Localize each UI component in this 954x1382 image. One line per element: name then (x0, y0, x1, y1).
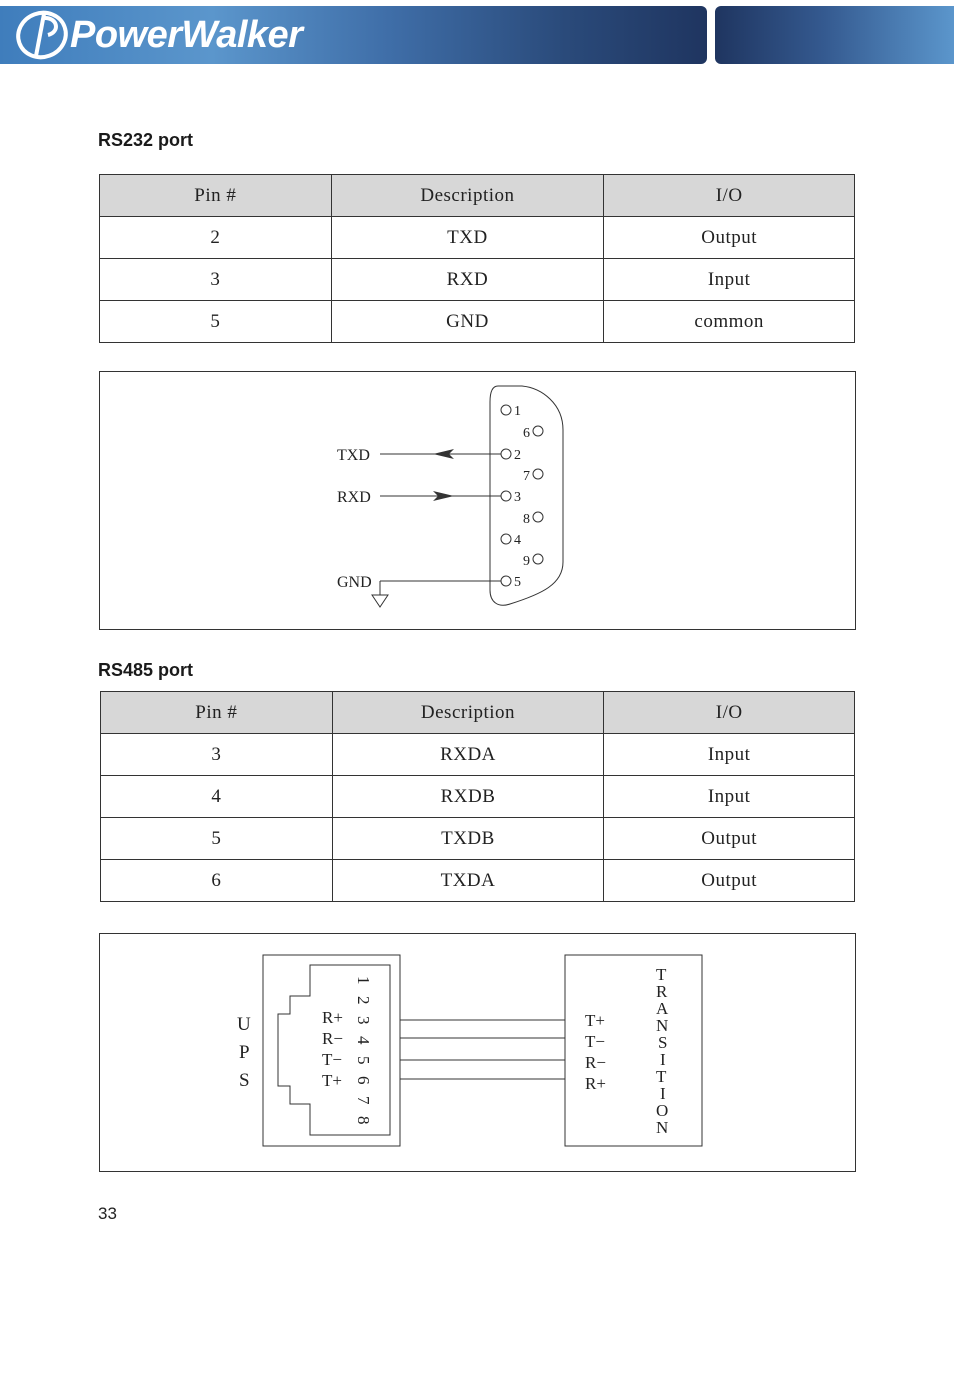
transition-label-letter: A (656, 999, 669, 1018)
ups-pin-number: 3 (354, 1016, 373, 1025)
ups-pin-number: 2 (354, 996, 373, 1005)
pin-circle (501, 576, 511, 586)
pin-label: 8 (523, 512, 530, 527)
transition-label-letter: O (656, 1101, 669, 1120)
page-number: 33 (98, 1204, 117, 1223)
ground-symbol-icon (372, 595, 388, 607)
pin-cell: 4 (101, 776, 333, 818)
table-header-row (101, 692, 855, 734)
io-cell: Input (604, 776, 855, 818)
table-row (101, 860, 855, 902)
transition-label-letter: R (656, 982, 668, 1001)
pin-cell: 3 (101, 734, 333, 776)
pin-cell: 5 (100, 301, 332, 343)
table-row (100, 301, 855, 343)
ups-pin-number: 8 (354, 1116, 373, 1125)
column-header-io: I/O (604, 175, 855, 217)
description-cell: RXDB (332, 776, 604, 818)
ups-pin-number: 1 (354, 976, 373, 985)
table-row (100, 217, 855, 259)
io-cell: common (604, 301, 855, 343)
pin-circle (501, 405, 511, 415)
brand-name: PowerWalker (70, 13, 303, 56)
db9-connector-diagram (100, 372, 855, 629)
pin-cell: 5 (101, 818, 333, 860)
transition-label-letter: S (658, 1033, 668, 1052)
transition-signal-label: T− (585, 1032, 605, 1051)
ups-signal-label: T− (322, 1050, 342, 1069)
header-banner-right (715, 6, 954, 64)
pin-label: 6 (523, 426, 530, 441)
transition-signal-label: R+ (585, 1074, 606, 1093)
column-header-io: I/O (604, 692, 855, 734)
ups-label-letter: P (239, 1042, 250, 1063)
pin-label: 1 (514, 404, 521, 419)
pin-label: 2 (514, 448, 521, 463)
ups-label-letter: S (239, 1070, 250, 1091)
transition-label-letter: N (656, 1118, 669, 1137)
description-cell: GND (331, 301, 604, 343)
table-header-row (100, 175, 855, 217)
transition-label-letter: T (656, 965, 667, 984)
rs485-table (100, 691, 855, 902)
ups-signal-label: R+ (322, 1008, 343, 1027)
ups-signal-label: T+ (322, 1071, 342, 1090)
transition-signal-label: T+ (585, 1011, 605, 1030)
column-header-pin: Pin # (100, 175, 332, 217)
pin-cell: 6 (101, 860, 333, 902)
table-row (101, 734, 855, 776)
ups-pin-number: 7 (354, 1096, 373, 1105)
column-header-description: Description (332, 692, 604, 734)
pin-circle (533, 469, 543, 479)
pin-circle (533, 512, 543, 522)
pin-cell: 2 (100, 217, 332, 259)
io-cell: Output (604, 217, 855, 259)
pin-circle (501, 491, 511, 501)
ups-pin-numbers (354, 976, 373, 1125)
powerwalker-logo (14, 8, 302, 62)
pin-label: 7 (523, 469, 530, 484)
pin-circle (501, 449, 511, 459)
transition-label-letter: T (656, 1067, 667, 1086)
pin-circle (533, 426, 543, 436)
ups-pin-number: 6 (354, 1076, 373, 1085)
table-row (101, 818, 855, 860)
description-cell: RXDA (332, 734, 604, 776)
pin-circle (533, 554, 543, 564)
io-cell: Input (604, 259, 855, 301)
description-cell: TXDB (332, 818, 604, 860)
pin-label: 3 (514, 490, 521, 505)
description-cell: TXDA (332, 860, 604, 902)
io-cell: Input (604, 734, 855, 776)
io-cell: Output (604, 860, 855, 902)
signal-label-gnd: GND (337, 574, 372, 591)
transition-label (656, 965, 669, 1137)
transition-signal-label: R− (585, 1053, 606, 1072)
description-cell: RXD (331, 259, 604, 301)
pin-label: 9 (523, 554, 530, 569)
signal-label-rxd: RXD (337, 489, 371, 506)
column-header-description: Description (331, 175, 604, 217)
table-row (101, 776, 855, 818)
pin-label: 4 (514, 533, 521, 548)
rs485-title: RS485 port (98, 660, 194, 680)
pin-circle (501, 534, 511, 544)
pin-cell: 3 (100, 259, 332, 301)
ups-pin-number: 4 (354, 1036, 373, 1045)
table-row (100, 259, 855, 301)
transition-label-letter: I (660, 1084, 666, 1103)
column-header-pin: Pin # (101, 692, 333, 734)
description-cell: TXD (331, 217, 604, 259)
rs232-title: RS232 port (98, 130, 194, 150)
rs232-diagram (99, 371, 856, 630)
powerwalker-logo-icon (14, 8, 72, 62)
ups-label-letter: U (237, 1014, 251, 1035)
rj45-wiring-diagram (100, 934, 855, 1171)
rs232-table (99, 174, 855, 343)
pin-label: 5 (514, 575, 521, 590)
rs485-diagram (99, 933, 856, 1172)
transition-label-letter: I (660, 1050, 666, 1069)
transition-label-letter: N (656, 1016, 669, 1035)
ups-signal-label: R− (322, 1029, 343, 1048)
signal-label-txd: TXD (337, 447, 370, 464)
io-cell: Output (604, 818, 855, 860)
ups-pin-number: 5 (354, 1056, 373, 1065)
